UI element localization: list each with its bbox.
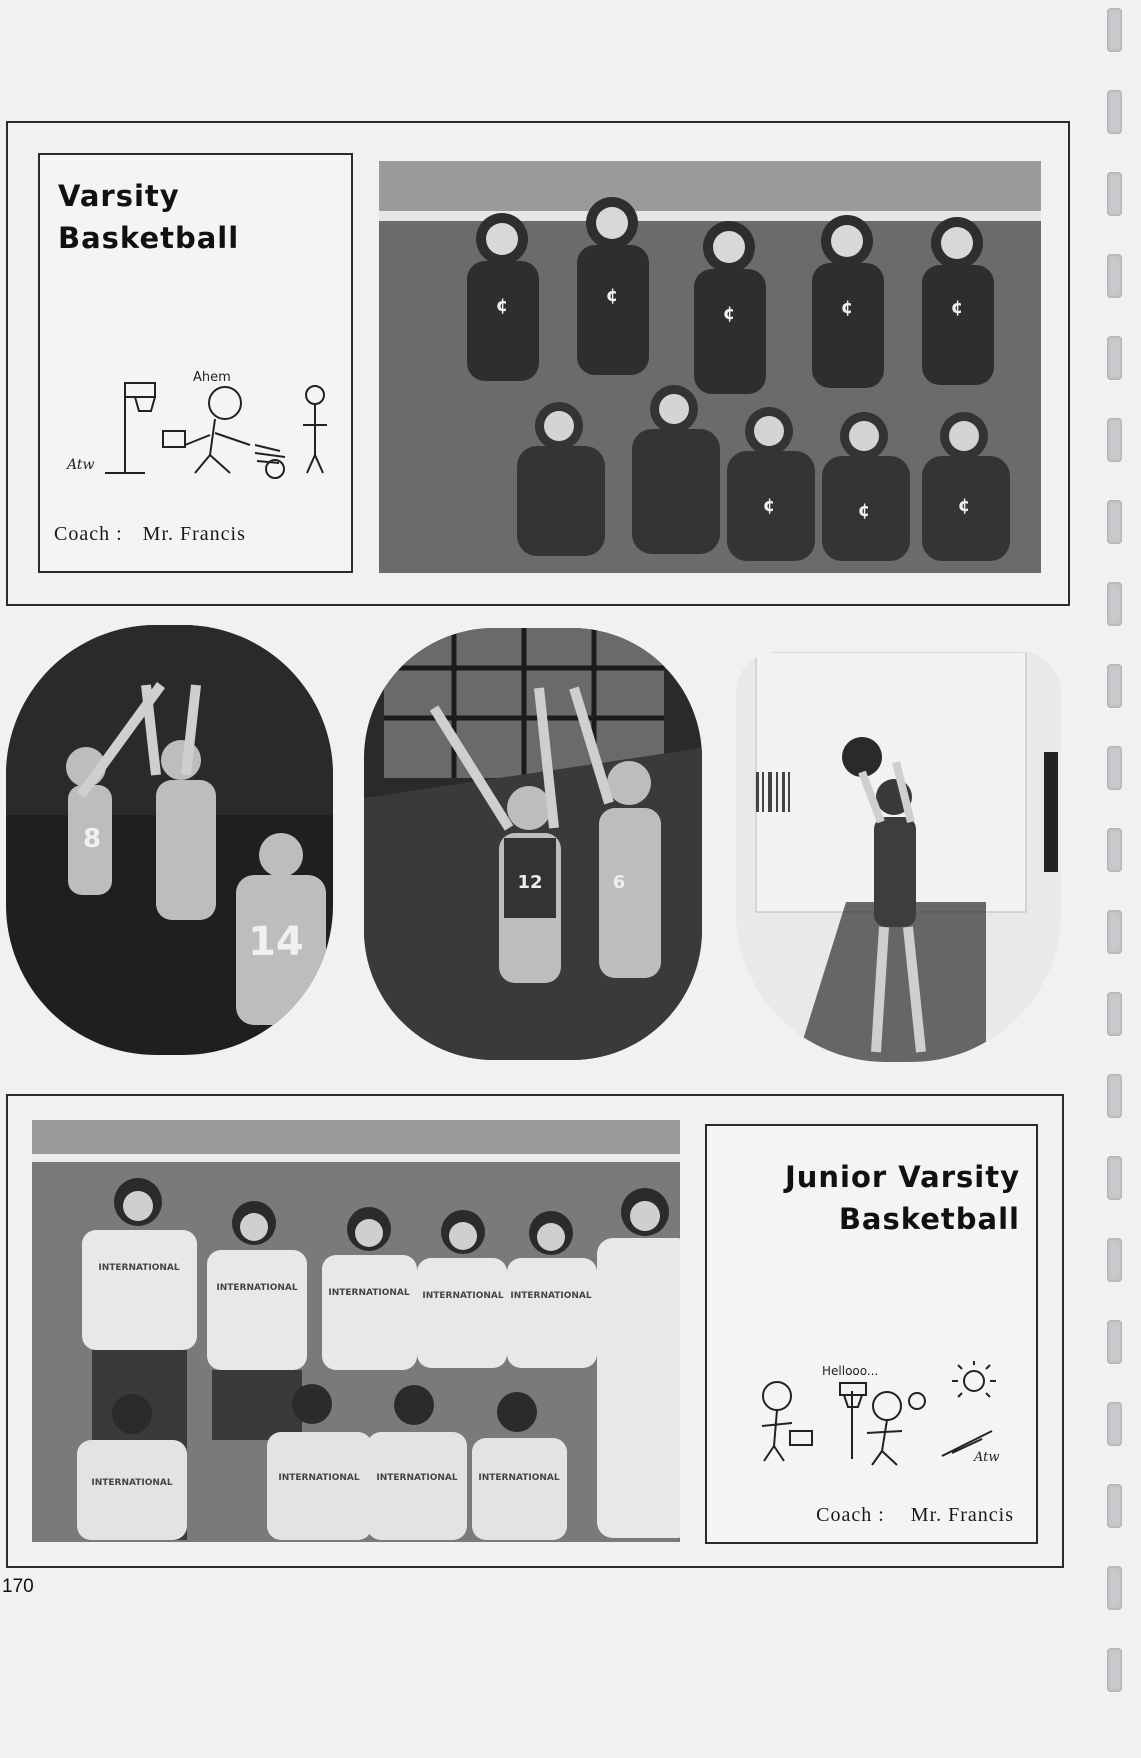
doodle-speech-text: Hellooo... [822, 1364, 879, 1378]
binder-hole [1107, 8, 1122, 52]
jersey-number-8: 8 [82, 824, 102, 854]
varsity-coach-line [54, 523, 246, 546]
svg-text:INTERNATIONAL: INTERNATIONAL [376, 1473, 458, 1483]
page-number: 170 [2, 1576, 34, 1597]
svg-text:INTERNATIONAL: INTERNATIONAL [91, 1478, 173, 1488]
binder-hole [1107, 1484, 1122, 1528]
binder-hole [1107, 828, 1122, 872]
binder-hole [1107, 1402, 1122, 1446]
action-photo-3 [736, 652, 1061, 1062]
junior-varsity-cartoon-doodle [752, 1361, 1012, 1471]
svg-text:¢: ¢ [605, 285, 619, 306]
binder-hole [1107, 746, 1122, 790]
artist-signature: Atw [67, 457, 95, 473]
svg-text:¢: ¢ [762, 495, 776, 516]
coach-label: Coach : [54, 523, 123, 545]
svg-text:INTERNATIONAL: INTERNATIONAL [328, 1288, 410, 1298]
coach-name: Mr. Francis [910, 1504, 1014, 1526]
basketball-icon [909, 1393, 925, 1409]
svg-text:¢: ¢ [857, 500, 871, 521]
binder-hole [1107, 254, 1122, 298]
svg-text:¢: ¢ [495, 295, 509, 316]
action-photo-2 [364, 628, 702, 1060]
jersey-number-14: 14 [248, 919, 304, 965]
sun-icon [964, 1371, 984, 1391]
binder-hole [1107, 1566, 1122, 1610]
svg-text:¢: ¢ [840, 297, 854, 318]
svg-text:¢: ¢ [950, 297, 964, 318]
binder-hole [1107, 1648, 1122, 1692]
svg-text:INTERNATIONAL: INTERNATIONAL [278, 1473, 360, 1483]
junior-varsity-coach-line [816, 1504, 1014, 1527]
jersey-number-6: 6 [612, 872, 626, 893]
junior-varsity-title-line2: Basketball [838, 1202, 1020, 1236]
varsity-caption-box [38, 153, 353, 573]
binder-hole [1107, 418, 1122, 462]
binder-hole [1107, 336, 1122, 380]
junior-varsity-section [6, 1094, 1064, 1568]
svg-text:¢: ¢ [957, 495, 971, 516]
binder-hole [1107, 992, 1122, 1036]
svg-text:INTERNATIONAL: INTERNATIONAL [478, 1473, 560, 1483]
binder-hole [1107, 910, 1122, 954]
varsity-title [58, 175, 239, 259]
action-photo-1 [6, 625, 333, 1055]
junior-varsity-title [785, 1156, 1020, 1240]
jersey-number-12: 12 [517, 872, 543, 893]
binder-hole [1107, 1156, 1122, 1200]
varsity-section [6, 121, 1070, 606]
svg-text:INTERNATIONAL: INTERNATIONAL [98, 1263, 180, 1273]
binder-hole [1107, 1238, 1122, 1282]
varsity-team-photo [379, 161, 1041, 573]
svg-text:¢: ¢ [722, 303, 736, 324]
binder-hole [1107, 664, 1122, 708]
varsity-title-line2: Basketball [58, 221, 240, 255]
binder-hole [1107, 500, 1122, 544]
varsity-title-line1: Varsity [58, 179, 180, 213]
artist-signature: Atw [974, 1450, 1000, 1465]
binder-hole [1107, 1074, 1122, 1118]
junior-varsity-team-photo [32, 1120, 680, 1542]
binder-hole [1107, 90, 1122, 134]
doodle-speech-text: Ahem [193, 370, 231, 385]
binder-hole [1107, 172, 1122, 216]
basketball-icon [842, 737, 882, 777]
svg-text:INTERNATIONAL: INTERNATIONAL [216, 1283, 298, 1293]
coach-label: Coach : [816, 1504, 885, 1526]
junior-varsity-caption-box [705, 1124, 1038, 1544]
coach-name: Mr. Francis [142, 523, 246, 545]
varsity-cartoon-doodle [65, 365, 335, 485]
svg-text:INTERNATIONAL: INTERNATIONAL [510, 1291, 592, 1301]
junior-varsity-title-line1: Junior Varsity [784, 1160, 1020, 1194]
svg-text:INTERNATIONAL: INTERNATIONAL [422, 1291, 504, 1301]
binder-hole [1107, 1320, 1122, 1364]
binder-hole [1107, 582, 1122, 626]
